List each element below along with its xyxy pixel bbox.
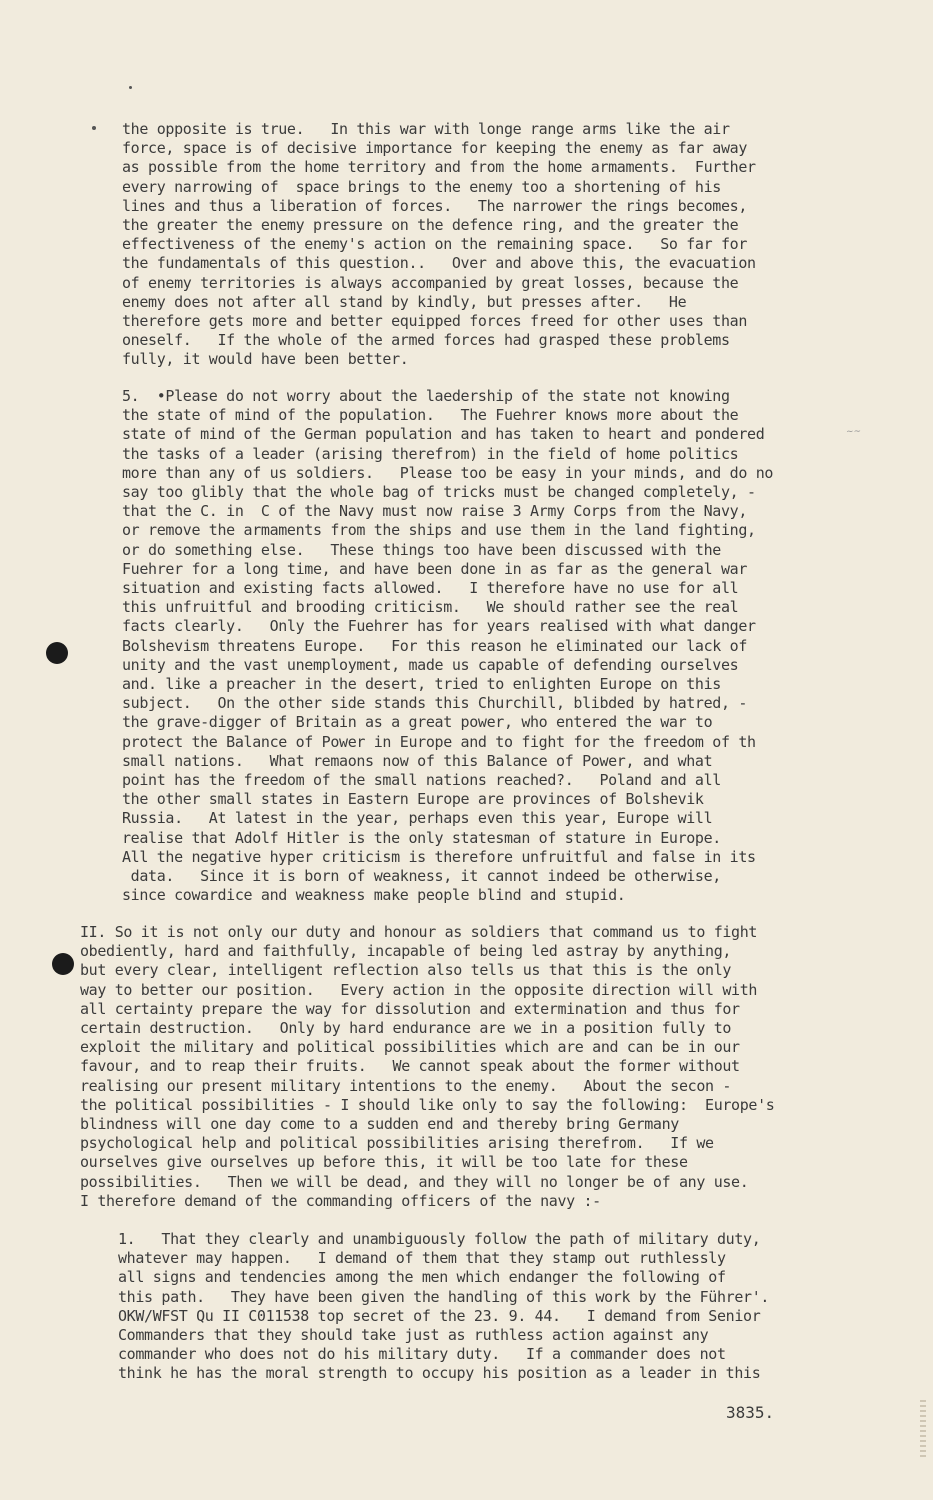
- text-line: realising our present military intentions to the enemy. About the secon -: [80, 1076, 732, 1095]
- text-line: more than any of us soldiers. Please too be easy in your minds, and do no: [122, 463, 774, 482]
- text-line: II. So it is not only our duty and honour as soldiers that command us to fight: [80, 923, 758, 941]
- text-line: unity and the vast unemployment, made us capable of defending ourselves: [122, 655, 739, 674]
- text-line: point has the freedom of the small nations reached?. Poland and all: [122, 771, 721, 790]
- text-line: Russia. At latest in the year, perhaps even this year, Europe will: [122, 809, 713, 828]
- text-line: obediently, hard and faithfully, incapable of being led astray by anything,: [80, 942, 732, 961]
- text-line: data. Since it is born of weakness, it cannot indeed be otherwise,: [122, 867, 721, 886]
- text-line: the fundamentals of this question.. Over and above this, the evacuation: [122, 254, 756, 273]
- text-line: therefore gets more and better equipped forces freed for other uses than: [122, 312, 748, 331]
- text-line: blindness will one day come to a sudden end and thereby bring Germany: [80, 1115, 679, 1134]
- text-line: subject. On the other side stands this Churchill, blibded by hatred, -: [122, 694, 748, 713]
- text-line: lines and thus a liberation of forces. The narrower the rings becomes,: [122, 196, 748, 215]
- punch-hole: [46, 642, 68, 664]
- text-line: ourselves give ourselves up before this, it will be too late for these: [80, 1153, 688, 1172]
- text-line: favour, and to reap their fruits. We cannot speak about the former without: [80, 1057, 740, 1076]
- text-line: facts clearly. Only the Fuehrer has for years realised with what danger: [122, 617, 756, 636]
- text-line: fully, it would have been better.: [122, 350, 409, 369]
- text-line: possibilities. Then we will be dead, and they will no longer be of any use.: [80, 1172, 749, 1191]
- text-line: the state of mind of the population. The Fuehrer knows more about the: [122, 406, 739, 425]
- text-line: this unfruitful and brooding criticism. We should rather see the real: [122, 598, 739, 617]
- text-line: way to better our position. Every action in the opposite direction will with: [80, 980, 758, 999]
- text-line: this path. They have been given the handling of this work by the Führer'.: [118, 1287, 770, 1306]
- text-line: Fuehrer for a long time, and have been done in as far as the general war: [122, 559, 748, 578]
- margin-scribble: ~~: [845, 426, 862, 438]
- item-1-paragraph: [118, 1230, 769, 1384]
- text-line: Commanders that they should take just as ruthless action against any: [118, 1326, 709, 1345]
- punch-hole: [52, 953, 74, 975]
- text-line: small nations. What remaons now of this Balance of Power, and what: [122, 751, 713, 770]
- text-line: certain destruction. Only by hard endurance are we in a position fully to: [80, 1019, 732, 1038]
- text-line: the other small states in Eastern Europe are provinces of Bolshevik: [122, 790, 704, 809]
- text-line: psychological help and political possibilities arising therefrom. If we: [80, 1134, 714, 1153]
- section-ii-paragraph: [80, 923, 774, 1211]
- text-line: as possible from the home territory and from the home armaments. Further: [122, 158, 756, 177]
- text-line: and. like a preacher in the desert, tried to enlighten Europe on this: [122, 675, 721, 694]
- text-line: every narrowing of space brings to the enemy too a shortening of his: [122, 177, 721, 196]
- text-line: realise that Adolf Hitler is the only statesman of stature in Europe.: [122, 828, 721, 847]
- paragraph-5: [122, 387, 773, 905]
- page-edge-marks: [920, 1400, 926, 1460]
- text-line: of enemy territories is always accompanied by great losses, because the: [122, 273, 739, 292]
- text-line: or remove the armaments from the ships and use them in the land fighting,: [122, 521, 756, 540]
- text-line: the opposite is true. In this war with longe range arms like the air: [122, 120, 730, 138]
- text-line: I therefore demand of the commanding officers of the navy :-: [80, 1191, 601, 1210]
- text-line: situation and existing facts allowed. I therefore have no use for all: [122, 579, 739, 598]
- text-line: whatever may happen. I demand of them that they stamp out ruthlessly: [118, 1249, 726, 1268]
- text-line: but every clear, intelligent reflection also tells us that this is the only: [80, 961, 732, 980]
- text-line: commander who does not do his military duty. If a commander does not: [118, 1345, 726, 1364]
- bullet-mark: [92, 126, 96, 130]
- text-line: exploit the military and political possibilities which are and can be in our: [80, 1038, 740, 1057]
- ink-speck: [129, 86, 132, 89]
- text-line: think he has the moral strength to occupy his position as a leader in this: [118, 1364, 761, 1383]
- text-line: all signs and tendencies among the men which endanger the following of: [118, 1268, 726, 1287]
- text-line: say too glibly that the whole bag of tricks must be changed completely, -: [122, 483, 756, 502]
- text-line: Bolshevism threatens Europe. For this reason he eliminated our lack of: [122, 636, 748, 655]
- text-line: force, space is of decisive importance for keeping the enemy as far away: [122, 139, 748, 158]
- text-line: enemy does not after all stand by kindly, but presses after. He: [122, 292, 687, 311]
- text-line: since cowardice and weakness make people blind and stupid.: [122, 886, 626, 905]
- text-line: OKW/WFST Qu II C011538 top secret of the 23. 9. 44. I demand from Senior: [118, 1306, 761, 1325]
- text-line: the political possibilities - I should like only to say the following: Europe's: [80, 1095, 775, 1114]
- text-line: the tasks of a leader (arising therefrom) in the field of home politics: [122, 444, 739, 463]
- text-line: All the negative hyper criticism is therefore unfruitful and false in its: [122, 847, 756, 866]
- text-line: that the C. in C of the Navy must now raise 3 Army Corps from the Navy,: [122, 502, 748, 521]
- continuation-paragraph: [122, 120, 756, 370]
- text-line: protect the Balance of Power in Europe and to fight for the freedom of th: [122, 732, 756, 751]
- page-number: 3835.: [726, 1403, 775, 1422]
- text-line: oneself. If the whole of the armed forces had grasped these problems: [122, 331, 730, 350]
- text-line: 1. That they clearly and unambiguously follow the path of military duty,: [118, 1230, 761, 1248]
- text-line: all certainty prepare the way for dissolution and extermination and thus for: [80, 999, 740, 1018]
- text-line: 5. •Please do not worry about the laedership of the state not knowing: [122, 387, 730, 405]
- text-line: state of mind of the German population and has taken to heart and pondered: [122, 425, 765, 444]
- text-line: the greater the enemy pressure on the defence ring, and the greater the: [122, 216, 739, 235]
- text-line: or do something else. These things too have been discussed with the: [122, 540, 721, 559]
- text-line: effectiveness of the enemy's action on the remaining space. So far for: [122, 235, 748, 254]
- text-line: the grave-digger of Britain as a great power, who entered the war to: [122, 713, 713, 732]
